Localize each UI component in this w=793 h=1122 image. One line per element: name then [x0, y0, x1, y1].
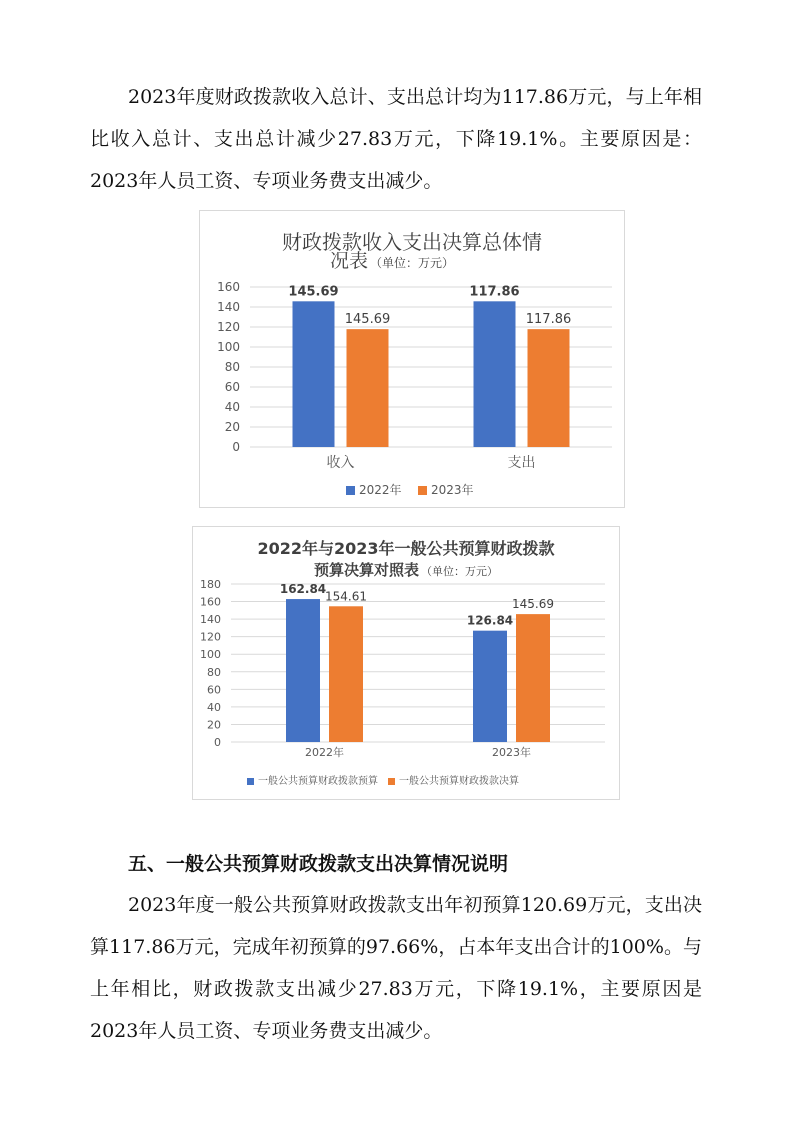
bar-series1	[473, 631, 507, 742]
data-label: 145.69	[512, 597, 554, 612]
section-heading-5: 五、一般公共预算财政拨款支出决算情况说明	[128, 853, 509, 875]
legend-swatch	[418, 486, 427, 495]
y-tick-label: 20	[224, 420, 240, 434]
bar-series1	[286, 599, 320, 742]
chart2-title-line2: 预算决算对照表	[313, 561, 420, 579]
chart1-title: 财政拨款收入支出决算总体情	[282, 230, 542, 254]
y-tick-label: 180	[200, 578, 221, 591]
x-tick-label: 2022年	[305, 746, 344, 759]
data-label: 117.86	[525, 312, 572, 328]
y-tick-label: 160	[200, 595, 221, 609]
bar-series1	[293, 301, 335, 447]
y-tick-label: 120	[200, 630, 221, 644]
y-tick-label: 60	[207, 683, 221, 697]
y-tick-label: 100	[217, 340, 240, 354]
chart-budget-comparison	[192, 526, 620, 800]
y-tick-label: 120	[217, 320, 240, 334]
data-label: 162.84	[279, 582, 327, 597]
legend-label: 2022年	[359, 483, 402, 497]
chart1-title-line2: 况表	[330, 250, 369, 272]
data-label: 145.69	[344, 312, 391, 328]
x-tick-label: 收入	[326, 455, 355, 471]
chart2-title: 2022年与2023年一般公共预算财政拨款	[257, 539, 555, 558]
paragraph-revenue-expenditure: 2023年度财政拨款收入总计、支出总计均为117.86万元，与上年相比收入总计、支出总计减少27.83万元，下降19.1%。主要原因是：2023年人员工资、专项业务费支出减少。	[90, 86, 702, 192]
x-tick-label: 2023年	[492, 746, 531, 759]
data-label: 117.86	[469, 284, 520, 300]
y-tick-label: 40	[224, 400, 240, 414]
chart2-subtitle: （单位：万元）	[421, 565, 499, 578]
chart1-subtitle: （单位：万元）	[370, 256, 455, 270]
y-tick-label: 140	[200, 613, 221, 627]
y-tick-label: 0	[214, 736, 221, 749]
legend-swatch	[247, 778, 254, 785]
x-tick-label: 支出	[507, 455, 536, 471]
paragraph-general-budget: 2023年度一般公共预算财政拨款支出年初预算120.69万元，支出决算117.86万元，完成年初预算的97.66%，占本年支出合计的100%。与上年相比，财政拨款支出减少27.83万元，下降19.1%，主要原因是2023年人员工资、专项业务费支出减少。	[90, 894, 702, 1042]
y-tick-label: 80	[224, 360, 240, 374]
bar-series2	[347, 329, 389, 447]
y-tick-label: 40	[207, 700, 221, 714]
chart-fiscal-overview	[199, 210, 625, 508]
y-tick-label: 0	[232, 440, 240, 454]
y-tick-label: 160	[217, 280, 240, 294]
legend-label: 一般公共预算财政拨款预算	[258, 776, 378, 787]
y-tick-label: 60	[224, 380, 240, 394]
legend-label: 2023年	[431, 483, 474, 497]
bar-series1	[474, 301, 516, 447]
chart2-title-line2-group	[314, 561, 498, 579]
y-tick-label: 140	[217, 300, 240, 314]
legend-swatch	[346, 486, 355, 495]
legend-label: 一般公共预算财政拨款决算	[399, 776, 519, 787]
y-tick-label: 80	[207, 665, 221, 679]
legend-swatch	[388, 778, 395, 785]
data-label: 145.69	[288, 284, 339, 300]
data-label: 154.61	[325, 589, 367, 604]
bar-series2	[329, 606, 363, 742]
y-tick-label: 100	[200, 648, 221, 662]
chart-fiscal-overview-svg	[200, 211, 624, 507]
bar-series2	[516, 614, 550, 742]
data-label: 126.84	[466, 613, 514, 628]
chart-budget-comparison-svg	[193, 527, 619, 799]
y-tick-label: 20	[207, 718, 221, 732]
bar-series2	[528, 329, 570, 447]
